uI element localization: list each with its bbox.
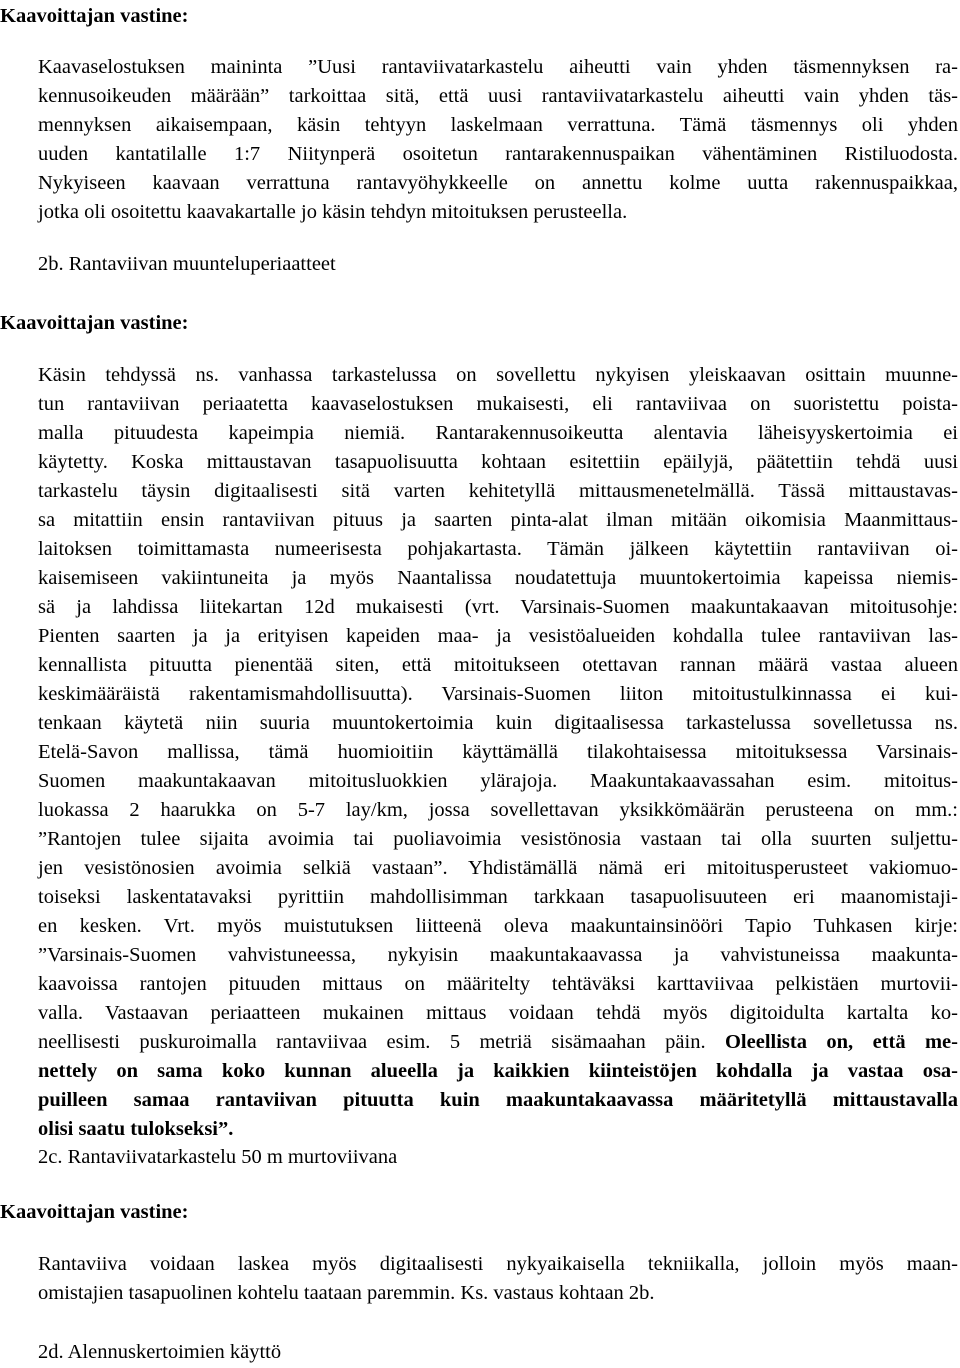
paragraph-line: kaisemiseen vakiintuneita ja myös Naantalissa noudatettuja muuntokertoimia kapeissa niemis- xyxy=(38,567,958,589)
paragraph-line: omistajien tasapuolinen kohtelu taataan paremmin. Ks. vastaus kohtaan 2b. xyxy=(38,1282,655,1304)
paragraph-1 xyxy=(38,53,958,227)
paragraph-line: luokassa 2 haarukka on 5-7 lay/km, jossa sovellettavan yksikkömäärän perusteena on mm.: xyxy=(38,799,958,821)
paragraph-line: Rantaviiva voidaan laskea myös digitaalisesti nykyaikaisella tekniikalla, jolloin myös maan- xyxy=(38,1253,958,1275)
emphasis-line: nettely on sama koko kunnan alueella ja kaikkien kiinteistöjen kohdalla ja vastaa osa- xyxy=(38,1060,958,1082)
paragraph-line: sa mitattiin ensin rantaviivan pituus ja saarten pinta-alat ilman mitään oikomisia Maanmittaus- xyxy=(38,509,958,531)
section-heading-2d: 2d. Alennuskertoimien käyttö xyxy=(38,1341,282,1363)
response-heading: Kaavoittajan vastine: xyxy=(0,1201,189,1223)
paragraph-line: valla. Vastaavan periaatteen mukainen mittaus voidaan tehdä myös digitoidulta kartalta ko- xyxy=(38,1002,958,1024)
paragraph-line: käytetty. Koska mittaustavan tasapuolisuutta kohtaan esitettiin epäilyjä, päätettiin tehdä uusi xyxy=(38,451,958,473)
paragraph-line: mennyksen aikaisempaan, käsin tehtyyn laskelmaan verrattuna. Tämä täsmennys oli yhden xyxy=(38,114,958,136)
paragraph-line: toiseksi laskentatavaksi pyrittiin mahdollisimman tarkkaan tasapuolisuuteen eri maanomistaji- xyxy=(38,886,958,908)
paragraph-line: keskimääräistä rakentamismahdollisuutta). Varsinais-Suomen liiton mitoitustulkinnassa ei kui- xyxy=(38,683,958,705)
section-heading-2b: 2b. Rantaviivan muunteluperiaatteet xyxy=(38,253,336,275)
paragraph-line: Käsin tehdyssä ns. vanhassa tarkastelussa on sovellettu nykyisen yleiskaavan osittain muunne- xyxy=(38,364,958,386)
paragraph-line: jen vesistönosien avoimia selkiä vastaan”. Yhdistämällä nämä eri mitoitusperusteet vakiomuo- xyxy=(38,857,958,879)
paragraph-line: Pienten saarten ja ja erityisen kapeiden maa- ja vesistöalueiden kohdalla tulee rantaviivan las- xyxy=(38,625,958,647)
paragraph-line: sä ja lahdissa liitekartan 12d mukaisesti (vrt. Varsinais-Suomen maakuntakaavan mitoitusohje: xyxy=(38,596,958,618)
paragraph-2 xyxy=(38,361,958,1144)
paragraph-line: Nykyiseen kaavaan verrattuna rantavyöhykkeelle on annettu kolme uutta rakennuspaikkaa, xyxy=(38,172,958,194)
paragraph-line: kennusoikeuden määrään” tarkoittaa sitä, että uusi rantaviivatarkastelu aiheutti vain yhden täs- xyxy=(38,85,958,107)
section-heading-2c: 2c. Rantaviivatarkastelu 50 m murtoviivana xyxy=(38,1146,398,1168)
paragraph-line: en kesken. Vrt. myös muistutuksen liitteenä oleva maakuntainsinööri Tapio Tuhkasen kirje: xyxy=(38,915,958,937)
paragraph-line: laitoksen toimittamasta numeerisesta pohjakartasta. Tämän jälkeen käytettiin rantaviivan oi- xyxy=(38,538,958,560)
paragraph-line: kaavoissa rantojen pituuden mittaus on määritelty tehtäväksi karttaviivaa pelkistäen murtovii- xyxy=(38,973,958,995)
paragraph-line: Kaavaselostuksen maininta ”Uusi rantaviivatarkastelu aiheutti vain yhden täsmennyksen ra- xyxy=(38,56,958,78)
paragraph-line: ”Rantojen tulee sijaita avoimia tai puoliavoimia vesistönosia vastaan tai olla suurten suljettu- xyxy=(38,828,958,850)
paragraph-line: uuden kantatilalle 1:7 Niitynperä osoitetun rantarakennuspaikan vähentäminen Ristiluodosta. xyxy=(38,143,958,165)
paragraph-text: neellisesti puskuroimalla rantaviivaa esim. 5 metriä sisämaahan päin. xyxy=(38,1031,725,1053)
paragraph-line: Etelä-Savon mallissa, tämä huomioitiin käyttämällä tilakohtaisessa mitoituksessa Varsinais- xyxy=(38,741,958,763)
paragraph-line: kennallista pituutta pienentää siten, että mitoitukseen otettavan rannan määrä vastaa alueen xyxy=(38,654,958,676)
paragraph-line: tun rantaviivan periaatetta kaavaselostuksen mukaisesti, eli rantaviivaa on suoristettu poista- xyxy=(38,393,958,415)
paragraph-3 xyxy=(38,1250,958,1308)
paragraph-line: ”Varsinais-Suomen vahvistuneessa, nykyisin maakuntakaavassa ja vahvistuneissa maakunta- xyxy=(38,944,958,966)
paragraph-line-mixed xyxy=(38,1028,958,1057)
emphasis-line: olisi saatu tulokseksi”. xyxy=(38,1118,234,1140)
response-heading: Kaavoittajan vastine: xyxy=(0,312,189,334)
paragraph-line: Suomen maakuntakaavan mitoitusluokkien ylärajoja. Maakuntakaavassahan esim. mitoitus- xyxy=(38,770,958,792)
emphasis-text: Oleellista on, että me- xyxy=(724,1031,958,1053)
paragraph-line: tenkaan käytetä niin suuria muuntokertoimia kuin digitaalisessa tarkastelussa sovelletussa ns. xyxy=(38,712,958,734)
paragraph-line: malla pituudesta kapeimpia niemiä. Rantarakennusoikeutta alentavia läheisyyskertoimia ei xyxy=(38,422,958,444)
emphasis-line: puilleen samaa rantaviivan pituutta kuin maakuntakaavassa määritetyllä mittaustavalla xyxy=(38,1089,958,1111)
response-heading: Kaavoittajan vastine: xyxy=(0,5,189,27)
paragraph-line: jotka oli osoitettu kaavakartalle jo käsin tehdyn mitoituksen perusteella. xyxy=(38,201,628,223)
paragraph-line: tarkastelu täysin digitaalisesti sitä varten kehitetyllä mittausmenetelmällä. Tässä mittaustavas- xyxy=(38,480,958,502)
